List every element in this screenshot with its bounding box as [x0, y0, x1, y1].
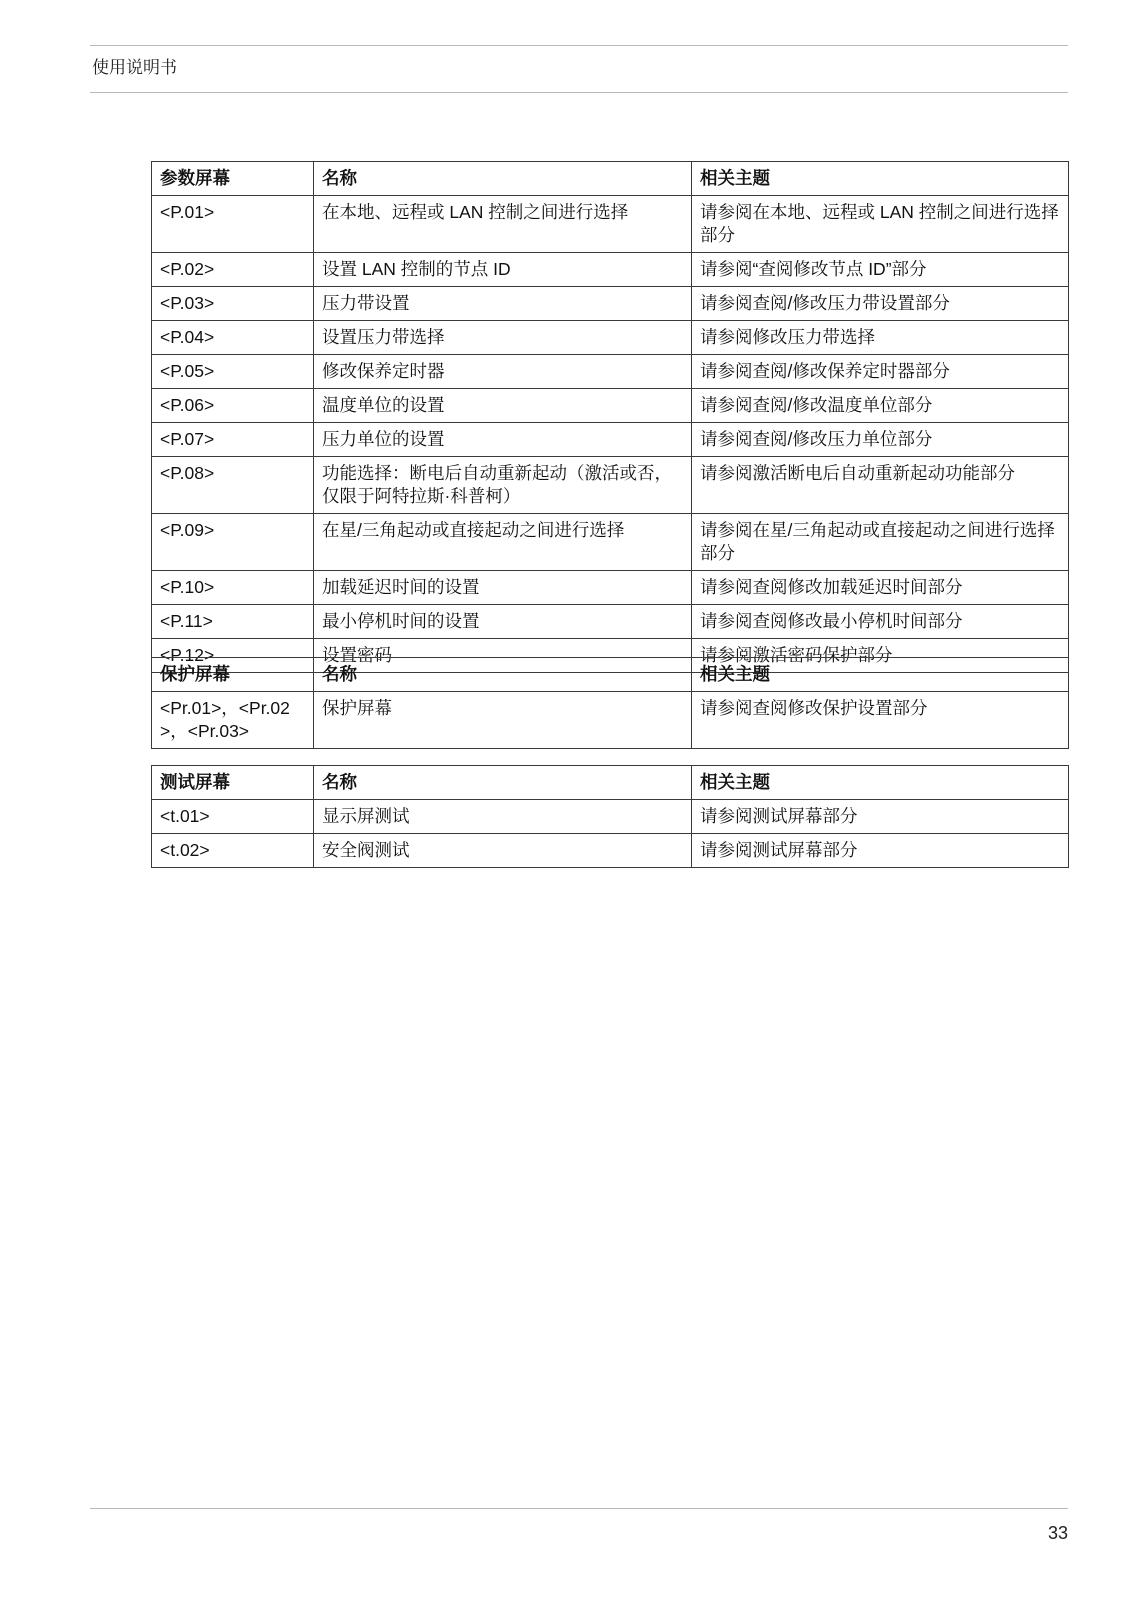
column-header-name: 名称	[314, 766, 692, 800]
screen-code-cell: <P.06>	[152, 389, 314, 423]
screen-code-cell: <t.02>	[152, 834, 314, 868]
table-row	[152, 834, 1069, 868]
name-cell: 设置 LAN 控制的节点 ID	[314, 253, 692, 287]
column-header-screen: 保护屏幕	[152, 658, 314, 692]
related-topic-cell: 请参阅“查阅修改节点 ID”部分	[692, 253, 1069, 287]
related-topic-cell: 请参阅修改压力带选择	[692, 321, 1069, 355]
name-cell: 温度单位的设置	[314, 389, 692, 423]
related-topic-cell: 请参阅查阅修改加载延迟时间部分	[692, 571, 1069, 605]
header-top-rule	[90, 45, 1068, 46]
column-header-topic: 相关主题	[692, 162, 1069, 196]
screen-code-cell: <P.05>	[152, 355, 314, 389]
table-header-row	[152, 162, 1069, 196]
related-topic-cell: 请参阅在本地、远程或 LAN 控制之间进行选择部分	[692, 196, 1069, 253]
related-topic-cell: 请参阅测试屏幕部分	[692, 834, 1069, 868]
name-cell: 修改保养定时器	[314, 355, 692, 389]
screen-code-cell: <P.04>	[152, 321, 314, 355]
screen-code-cell: <P.12>	[152, 639, 314, 673]
table-row	[152, 423, 1069, 457]
screen-code-cell: <P.07>	[152, 423, 314, 457]
screen-code-cell: <P.03>	[152, 287, 314, 321]
name-cell: 压力带设置	[314, 287, 692, 321]
table-row	[152, 287, 1069, 321]
table-row	[152, 692, 1069, 749]
name-cell: 在星/三角起动或直接起动之间进行选择	[314, 514, 692, 571]
column-header-screen: 测试屏幕	[152, 766, 314, 800]
name-cell: 保护屏幕	[314, 692, 692, 749]
name-cell: 安全阀测试	[314, 834, 692, 868]
screen-code-cell: <P.10>	[152, 571, 314, 605]
related-topic-cell: 请参阅查阅/修改压力单位部分	[692, 423, 1069, 457]
document-header-title: 使用说明书	[92, 58, 177, 77]
related-topic-cell: 请参阅激活密码保护部分	[692, 639, 1069, 673]
parameter-screens-table	[151, 161, 1069, 673]
related-topic-cell: 请参阅激活断电后自动重新起动功能部分	[692, 457, 1069, 514]
column-header-name: 名称	[314, 162, 692, 196]
column-header-name: 名称	[314, 658, 692, 692]
related-topic-cell: 请参阅查阅/修改压力带设置部分	[692, 287, 1069, 321]
name-cell: 设置压力带选择	[314, 321, 692, 355]
column-header-topic: 相关主题	[692, 658, 1069, 692]
related-topic-cell: 请参阅查阅/修改保养定时器部分	[692, 355, 1069, 389]
name-cell: 压力单位的设置	[314, 423, 692, 457]
screen-code-cell: <P.09>	[152, 514, 314, 571]
related-topic-cell: 请参阅查阅/修改温度单位部分	[692, 389, 1069, 423]
screen-code-cell: <Pr.01>，<Pr.02>，<Pr.03>	[152, 692, 314, 749]
protection-screens-table	[151, 657, 1069, 749]
table-row	[152, 321, 1069, 355]
table-row	[152, 514, 1069, 571]
table-header-row	[152, 658, 1069, 692]
related-topic-cell: 请参阅查阅修改保护设置部分	[692, 692, 1069, 749]
column-header-topic: 相关主题	[692, 766, 1069, 800]
screen-code-cell: <P.01>	[152, 196, 314, 253]
name-cell: 功能选择：断电后自动重新起动（激活或否，仅限于阿特拉斯·科普柯）	[314, 457, 692, 514]
screen-code-cell: <P.08>	[152, 457, 314, 514]
related-topic-cell: 请参阅查阅修改最小停机时间部分	[692, 605, 1069, 639]
name-cell: 最小停机时间的设置	[314, 605, 692, 639]
screen-code-cell: <t.01>	[152, 800, 314, 834]
related-topic-cell: 请参阅在星/三角起动或直接起动之间进行选择部分	[692, 514, 1069, 571]
table-row	[152, 571, 1069, 605]
screen-code-cell: <P.11>	[152, 605, 314, 639]
table-row	[152, 253, 1069, 287]
table-row	[152, 800, 1069, 834]
screen-code-cell: <P.02>	[152, 253, 314, 287]
table-row	[152, 605, 1069, 639]
name-cell: 显示屏测试	[314, 800, 692, 834]
name-cell: 在本地、远程或 LAN 控制之间进行选择	[314, 196, 692, 253]
column-header-screen: 参数屏幕	[152, 162, 314, 196]
table-row	[152, 457, 1069, 514]
table-row	[152, 196, 1069, 253]
name-cell: 加载延迟时间的设置	[314, 571, 692, 605]
related-topic-cell: 请参阅测试屏幕部分	[692, 800, 1069, 834]
footer-rule	[90, 1508, 1068, 1509]
page-number: 33	[1047, 1523, 1068, 1543]
header-bottom-rule	[90, 92, 1068, 93]
table-row	[152, 389, 1069, 423]
test-screens-table	[151, 765, 1069, 868]
table-header-row	[152, 766, 1069, 800]
table-row	[152, 355, 1069, 389]
name-cell: 设置密码	[314, 639, 692, 673]
